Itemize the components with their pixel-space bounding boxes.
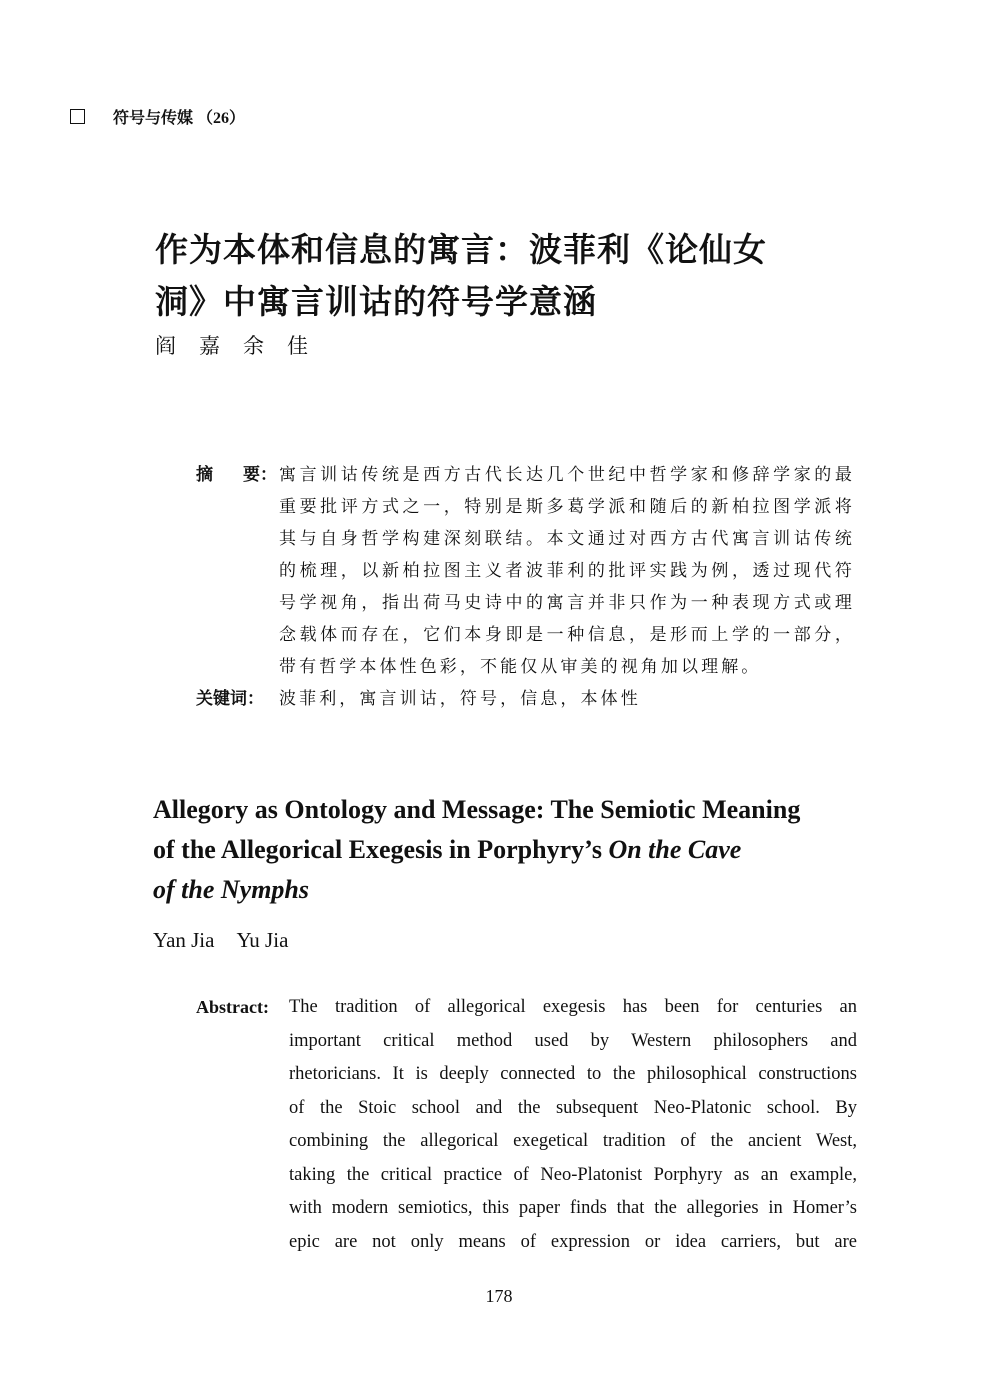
chinese-keywords (196, 683, 856, 715)
chinese-title-line-1: 作为本体和信息的寓言：波菲利《论仙女 (155, 230, 767, 269)
english-title-line-3: of the Nymphs (153, 875, 309, 904)
english-abstract-label: Abstract: (196, 997, 269, 1017)
chinese-keywords-text: 波菲利，寓言训诂，符号，信息，本体性 (279, 689, 641, 709)
chinese-abstract-label: 摘 要： (196, 465, 277, 485)
english-authors (153, 928, 288, 953)
running-head (70, 104, 245, 128)
chinese-abstract-text: 寓言训诂传统是西方古代长达几个世纪中哲学家和修辞学家的最重要批评方式之一，特别是斯多葛学派和随后的新柏拉图学派将其与自身哲学构建深刻联结。本文通过对西方古代寓言训诂传统的梳理，以新柏拉图主义者波菲利的批评实践为例，透过现代符号学视角，指出荷马史诗中的寓言并非只作为一种表现方式或理念载体而存在，它们本身即是一种信息，是形而上学的一部分，带有哲学本体性色彩，不能仅从审美的视角加以理解。 (279, 465, 855, 677)
english-abstract-text (289, 991, 857, 1259)
english-title-line-2: of the Allegorical Exegesis in Porphyry’s On the Cave (153, 835, 742, 864)
chinese-abstract-block (196, 459, 856, 715)
chinese-title-line-2: 洞》中寓言训诂的符号学意涵 (155, 282, 597, 321)
chinese-keywords-label: 关键词： (196, 689, 264, 709)
chinese-abstract (196, 459, 856, 683)
page-number: 178 (485, 1286, 513, 1306)
english-abstract-line: combining the allegorical exegetical tradition of the ancient West, (289, 1131, 857, 1151)
english-title (153, 790, 858, 910)
english-abstract-line: The tradition of allegorical exegesis has been for centuries an (289, 997, 857, 1017)
english-abstract-line: with modern semiotics, this paper finds that the allegories in Homer’s (289, 1198, 857, 1218)
english-abstract-line: taking the critical practice of Neo-Platonist Porphyry as an example, (289, 1164, 857, 1185)
english-title-line-1: Allegory as Ontology and Message: The Semiotic Meaning (153, 795, 801, 824)
chinese-authors: 阎嘉余佳 (155, 334, 331, 358)
issue-number: （26） (197, 109, 246, 127)
chinese-title (155, 224, 855, 328)
english-author-2: Yu Jia (236, 928, 289, 952)
english-abstract-line: epic are not only means of expression or idea carriers, but are (289, 1231, 857, 1252)
journal-name: 符号与传媒 (113, 107, 194, 127)
english-abstract (196, 991, 858, 1259)
english-title-italic-1: On the Cave (608, 835, 742, 864)
english-abstract-line: of the Stoic school and the subsequent Neo-Platonic school. By (289, 1097, 857, 1118)
english-abstract-line: important critical method used by Western philosophers and (289, 1030, 857, 1051)
english-abstract-line: rhetoricians. It is deeply connected to the philosophical constructions (289, 1064, 857, 1084)
square-icon (70, 109, 85, 124)
english-author-1: Yan Jia (153, 928, 215, 952)
